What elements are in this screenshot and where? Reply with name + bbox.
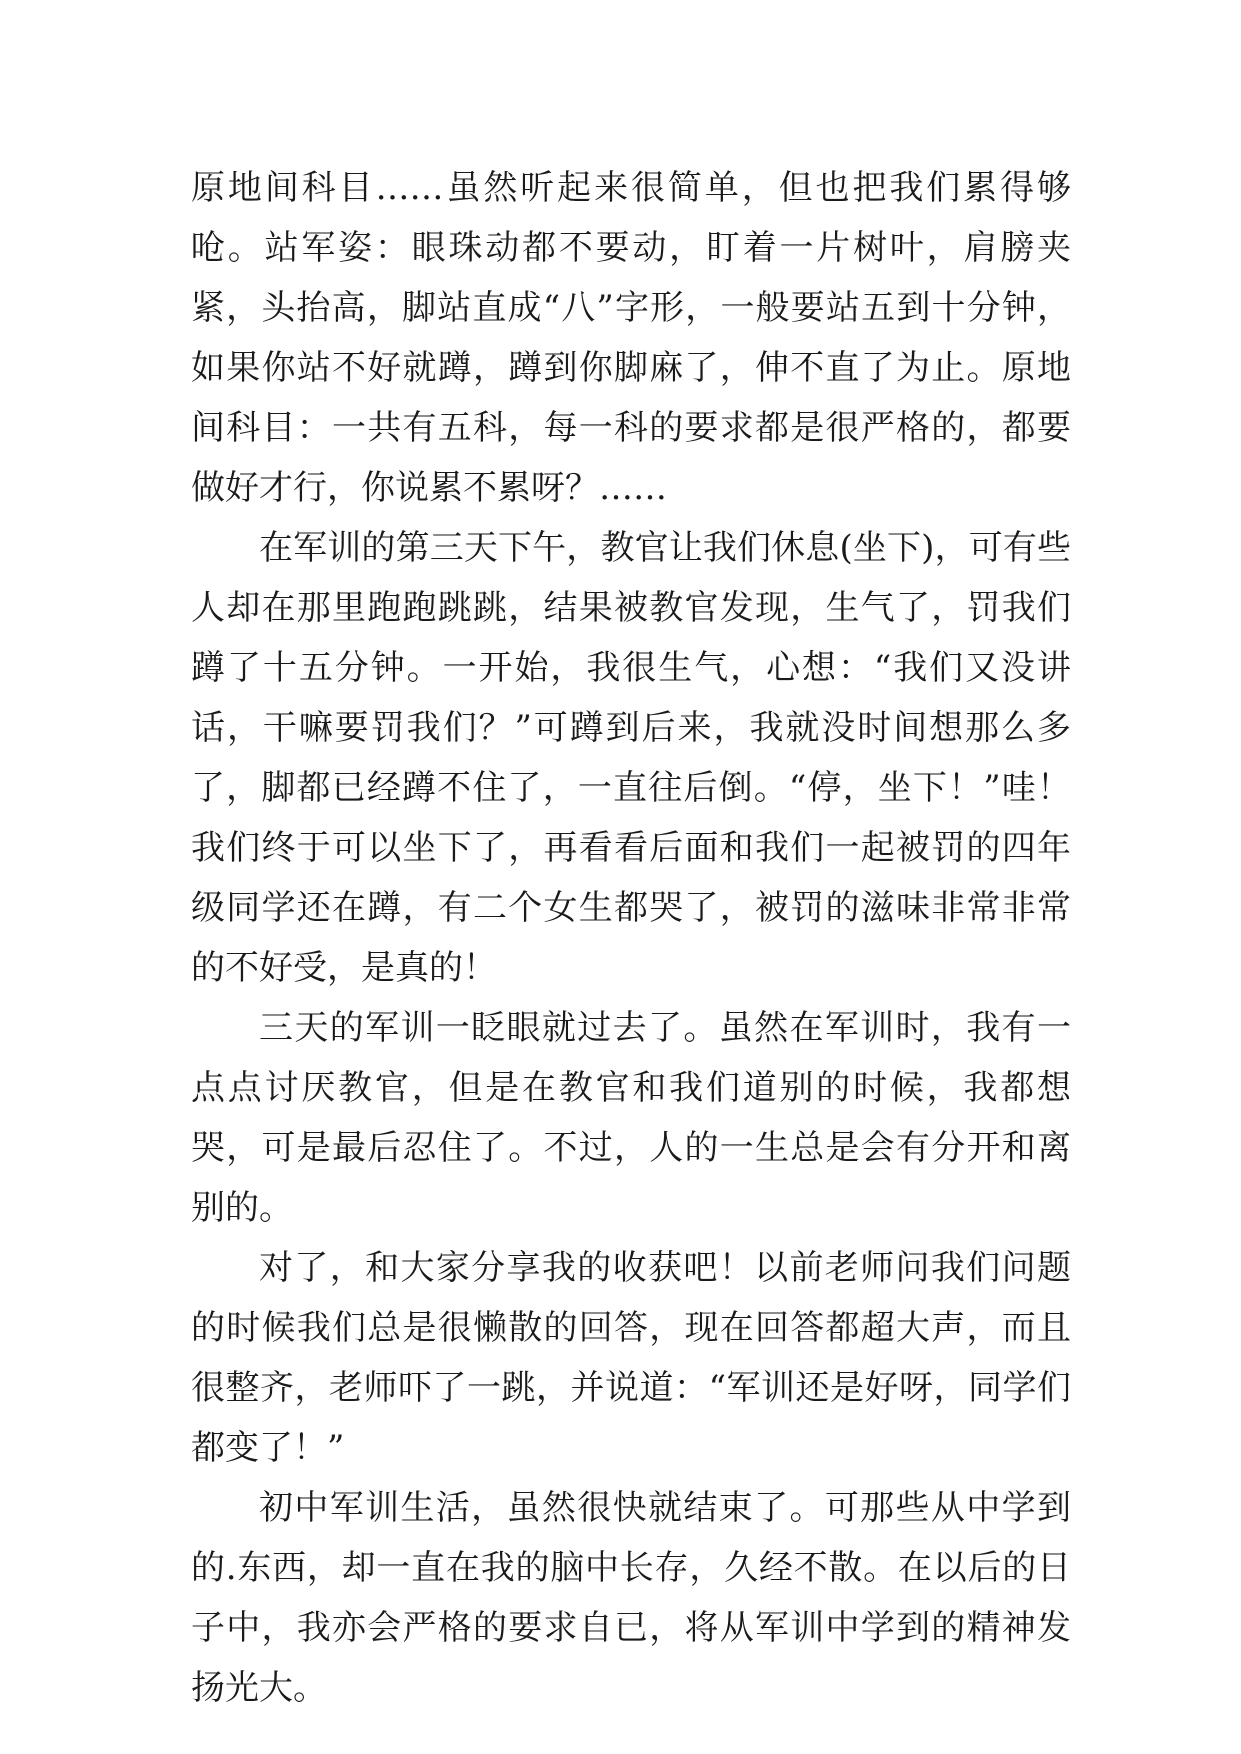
paragraph-5: 初中军训生活，虽然很快就结束了。可那些从中学到的.东西，却一直在我的脑中长存，久经不散。在以后的日子中，我亦会严格的要求自已，将从军训中学到的精神发扬光大。 <box>191 1488 1071 1708</box>
paragraph-4: 对了，和大家分享我的收获吧！以前老师问我们问题的时候我们总是很懒散的回答，现在回答都超大声，而且很整齐，老师吓了一跳，并说道：“军训还是好呀，同学们都变了！” <box>191 1248 1071 1468</box>
body-text <box>191 158 1071 1718</box>
paragraph-2: 在军训的第三天下午，教官让我们休息(坐下)，可有些人却在那里跑跑跳跳，结果被教官发现，生气了，罚我们蹲了十五分钟。一开始，我很生气，心想：“我们又没讲话，干嘛要罚我们？”可蹲到后来，我就没时间想那么多了，脚都已经蹲不住了，一直往后倒。“停，坐下！”哇！我们终于可以坐下了，再看看后面和我们一起被罚的四年级同学还在蹲，有二个女生都哭了，被罚的滋味非常非常的不好受，是真的！ <box>191 528 1071 988</box>
paragraph-3: 三天的军训一眨眼就过去了。虽然在军训时，我有一点点讨厌教官，但是在教官和我们道别的时候，我都想哭，可是最后忍住了。不过，人的一生总是会有分开和离别的。 <box>191 1008 1071 1228</box>
paragraph-1: 原地间科目……虽然听起来很简单，但也把我们累得够呛。站军姿：眼珠动都不要动，盯着一片树叶，肩膀夹紧，头抬高，脚站直成“八”字形，一般要站五到十分钟，如果你站不好就蹲，蹲到你脚麻了，伸不直了为止。原地间科目：一共有五科，每一科的要求都是很严格的，都要做好才行，你说累不累呀？…… <box>191 168 1071 508</box>
